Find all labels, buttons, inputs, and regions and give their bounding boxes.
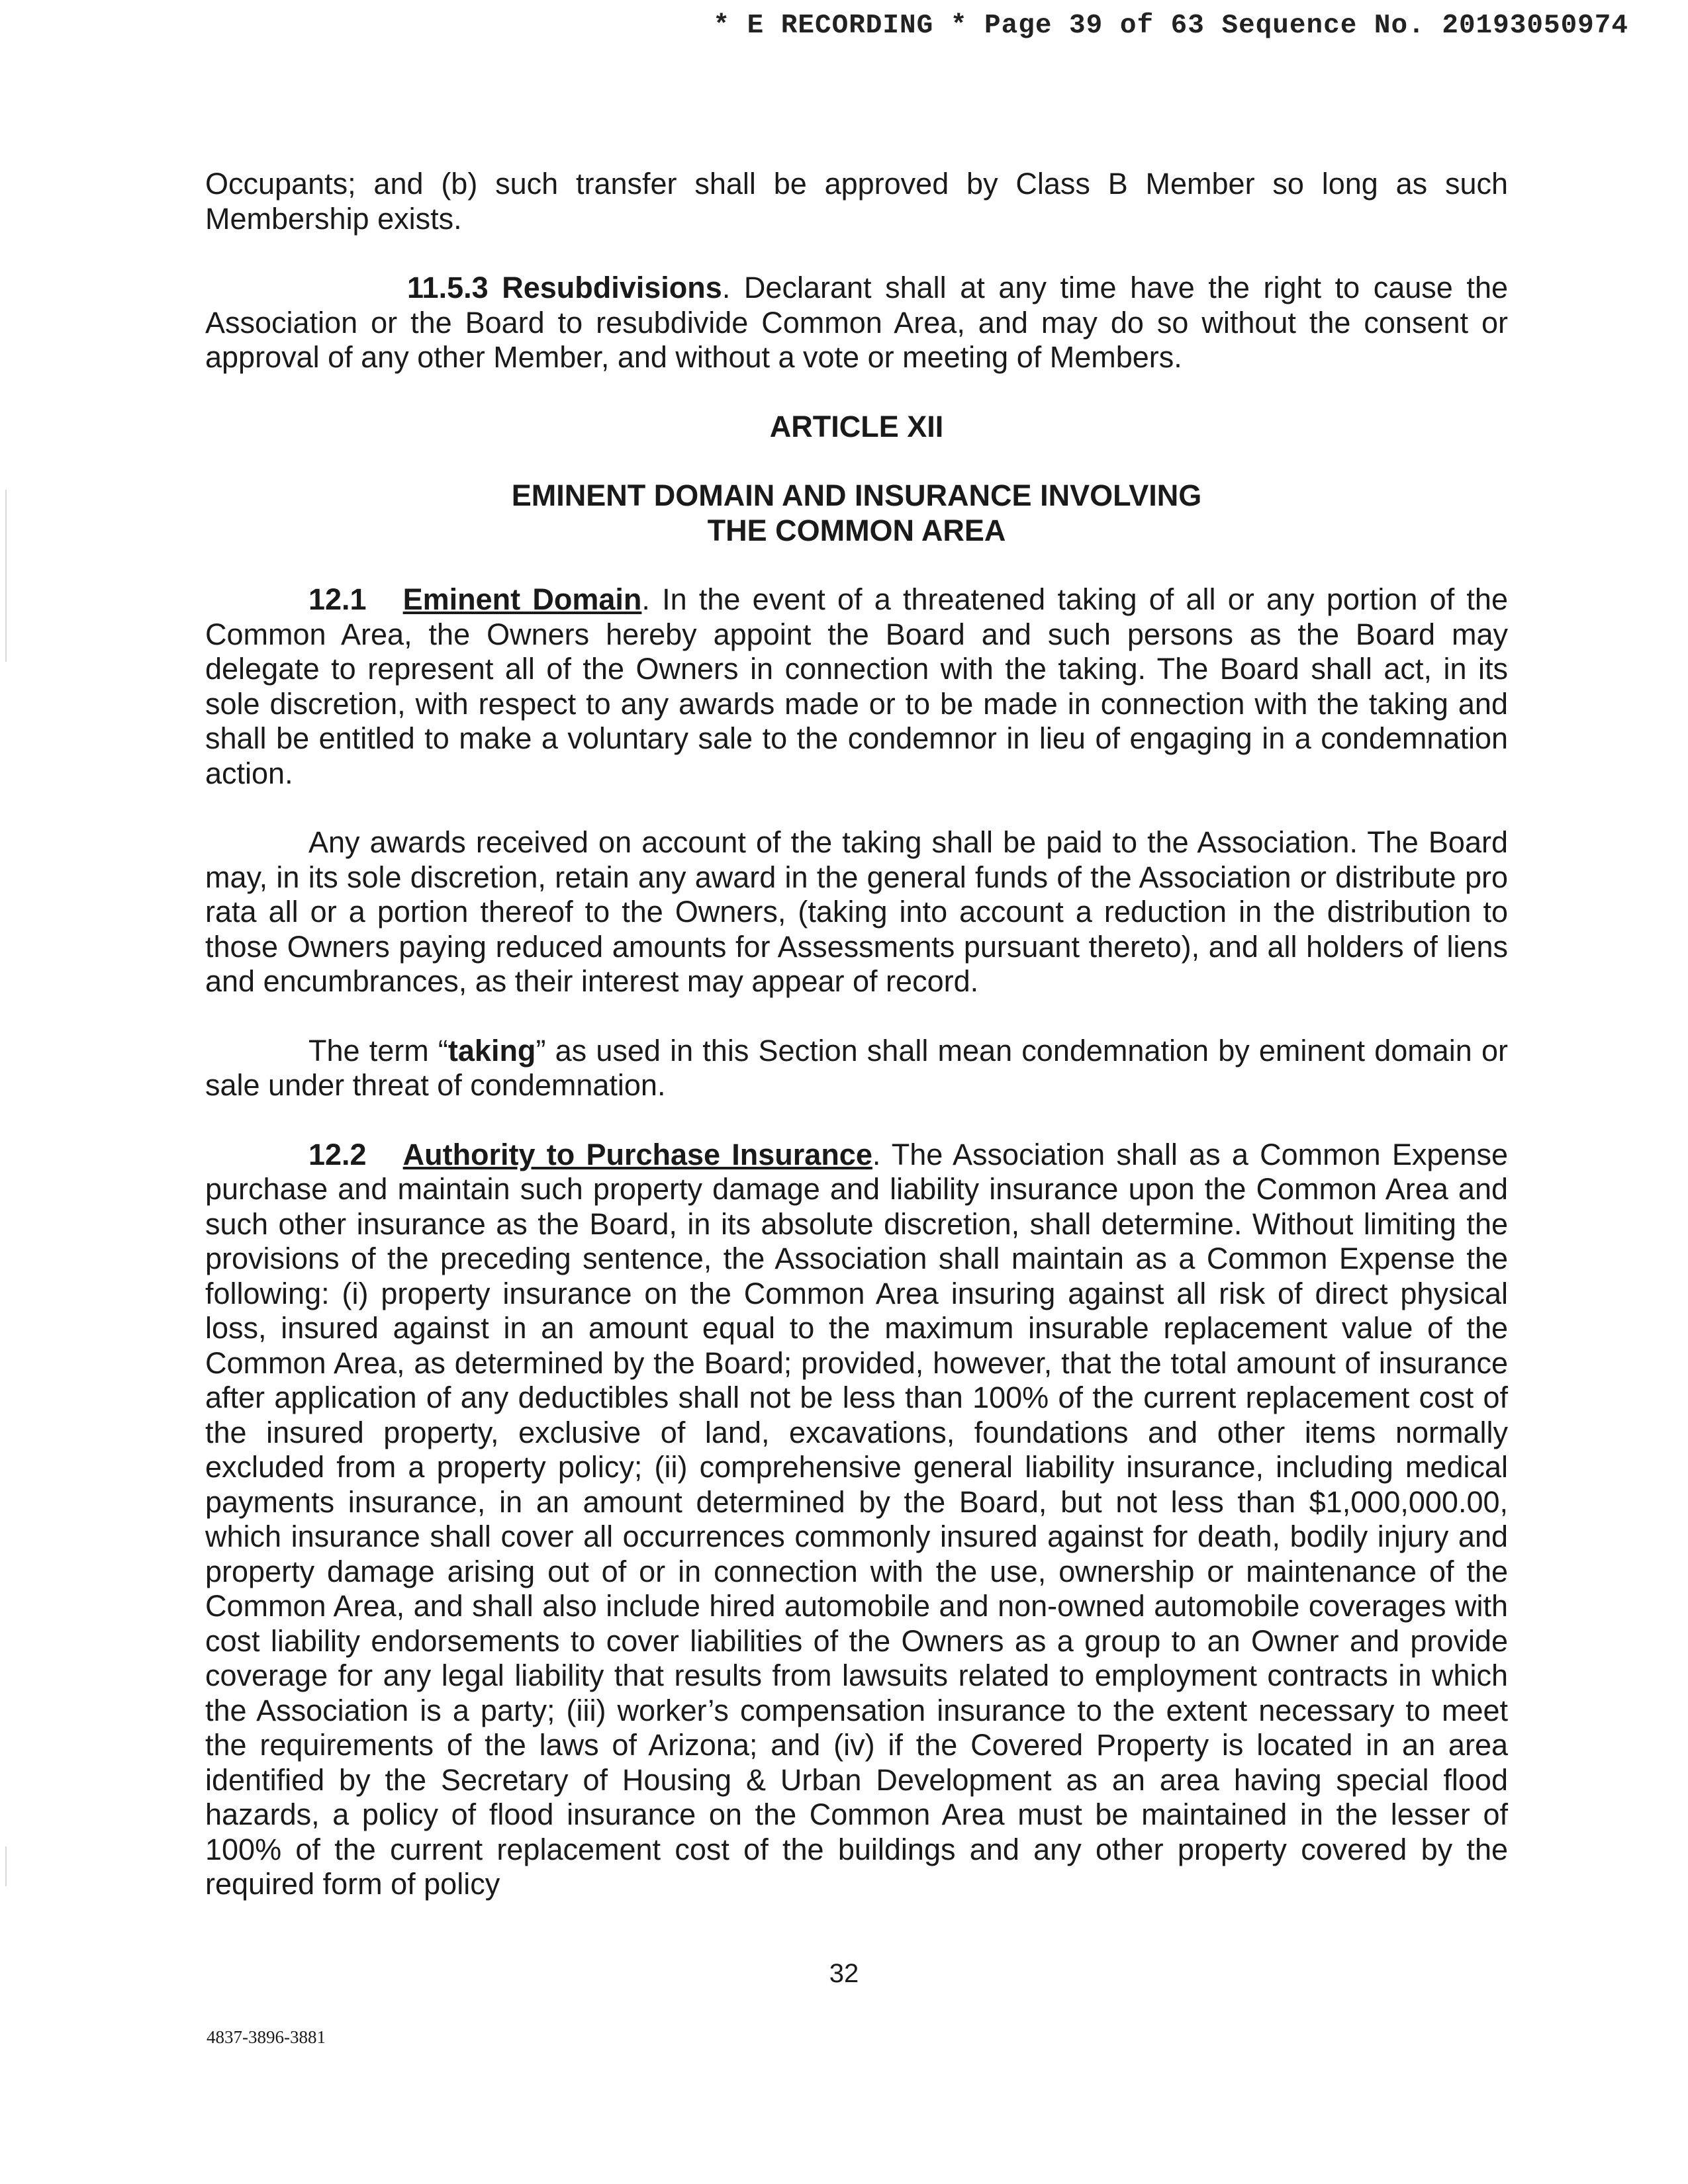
section-11-5-3-label: 11.5.3 Resubdivisions	[407, 271, 722, 304]
continuation-paragraph: Occupants; and (b) such transfer shall be approved by Class B Member so long as such Membership exists.	[205, 167, 1508, 236]
section-11-5-3-text: . Declarant shall at any time have the right to cause the Association or the Board to resubdivide Common Area, and may do so without the consent or approval of any other Member, and without a vote or meeting of Members.	[205, 271, 1508, 374]
section-12-1-title: Eminent Domain	[402, 582, 642, 616]
scan-margin-mark	[5, 1846, 7, 1886]
page-number: 32	[829, 1959, 859, 1988]
article-heading: ARTICLE XII	[769, 409, 944, 443]
section-12-1	[205, 582, 1508, 791]
document-body	[205, 167, 1508, 1902]
recording-header: * E RECORDING * Page 39 of 63 Sequence No. 20193050974	[713, 11, 1628, 41]
document-id: 4837-3896-3881	[207, 2027, 326, 2047]
section-12-2-number: 12.2	[308, 1137, 367, 1171]
taking-definition-after: ” as used in this Section shall mean condemnation by eminent domain or sale under threat of condemnation.	[205, 1033, 1508, 1102]
section-12-2-title: Authority to Purchase Insurance	[402, 1137, 872, 1171]
section-11-5-3	[205, 271, 1508, 375]
taking-definition-before: The term “	[308, 1033, 448, 1068]
section-12-2-text: . The Association shall as a Common Expense purchase and maintain such property damage and liability insurance upon the Common Area and such other insurance as the Board, in its absolute discretion, shall determine. Without limiting the provisions of the preceding sentence, the Association shall maintain as a Common Expense the following: (i) property insurance on the Common Area insuring against all risk of direct physical loss, insured against in an amount equal to the maximum insurable replacement value of the Common Area, as determined by the Board; provided, however, that the total amount of insurance after application of any deductibles shall not be less than 100% of the current replacement cost of the insured property, exclusive of land, excavations, foundations and other items normally excluded from a property policy; (ii) comprehensive general liability insurance, including medical payments insurance, in an amount determined by the Board, but not less than $1,000,000.00, which insurance shall cover all occurrences commonly insured against for death, bodily injury and property damage arising out of or in connection with the use, ownership or maintenance of the Common Area, and shall also include hired automobile and non-owned automobile coverages with cost liability endorsements to cover liabilities of the Owners as a group to an Owner and provide coverage for any legal liability that results from lawsuits related to employment contracts in which the Association is a party; (iii) worker’s compensation insurance to the extent necessary to meet the requirements of the laws of Arizona; and (iv) if the Covered Property is located in an area identified by the Secretary of Housing & Urban Development as an area having special flood hazards, a policy of flood insurance on the Common Area must be maintained in the lesser of 100% of the current replacement cost of the buildings and any other property covered by the required form of policy	[205, 1137, 1508, 1901]
section-12-1-text: . In the event of a threatened taking of all or any portion of the Common Area, the Owners hereby appoint the Board and such persons as the Board may delegate to represent all of the Owners in connection with the taking. The Board shall act, in its sole discretion, with respect to any awards made or to be made in connection with the taking and shall be entitled to make a voluntary sale to the condemnor in lieu of engaging in a condemnation action.	[205, 582, 1508, 790]
taking-definition	[205, 1034, 1508, 1103]
section-12-2	[205, 1138, 1508, 1902]
scan-margin-mark	[5, 490, 7, 662]
article-title-line-2: THE COMMON AREA	[707, 513, 1006, 547]
awards-paragraph: Any awards received on account of the taking shall be paid to the Association. The Board may, in its sole discretion, retain any award in the general funds of the Association or distribute pro rata all or a portion thereof to the Owners, (taking into account a reduction in the distribution to those Owners paying reduced amounts for Assessments pursuant thereto), and all holders of liens and encumbrances, as their interest may appear of record.	[205, 825, 1508, 998]
taking-term: taking	[447, 1033, 536, 1068]
section-12-1-number: 12.1	[308, 582, 367, 616]
article-title-line-1: EMINENT DOMAIN AND INSURANCE INVOLVING	[511, 478, 1202, 512]
